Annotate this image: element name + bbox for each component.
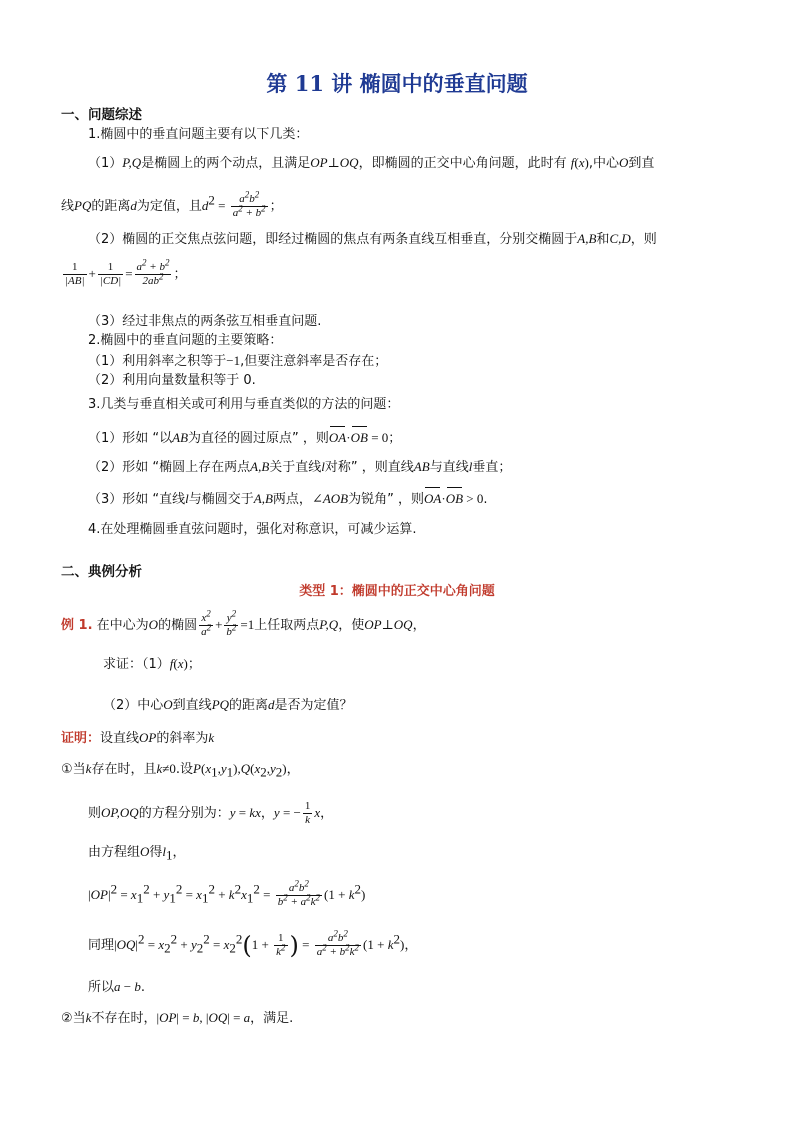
example-1-statement: 例 1. 在中心为O的椭圆 $\frac{x^2}{a^2}$ + $\frac{y^2}{b^2}$ =1上任取两点P,Q，使OP⊥OQ， xyxy=(61,608,426,638)
section-heading-examples: 二、典例分析 xyxy=(61,564,142,580)
case-1-line: （1）P,Q是椭圆上的两个动点，且满足OP⊥OQ，即椭圆的正交中心角问题，此时有 f(x),中心O到直 xyxy=(88,155,655,171)
proof-op-squared: $|OP|^2 = x_1^2 + y_1^2 = x_1^2 + k^2x_1^2$ = $\frac{a^2b^2}{b^2 + a^2k^2}$ $(1 + k^2)$ xyxy=(88,878,366,908)
overview-item-2: 2.椭圆中的垂直问题的主要策略： xyxy=(88,333,283,348)
form-2: （2）形如 “椭圆上存在两点A,B关于直线l对称” ，则直线AB与直线l垂直； xyxy=(88,459,512,475)
proof-system: 由方程组O得$l_1$， xyxy=(88,844,186,863)
proof-intro: 证明：设直线OP的斜率为k xyxy=(61,730,215,746)
section-heading-overview: 一、问题综述 xyxy=(61,107,142,123)
case-2-formula: $\frac{1}{|AB|}$ + $\frac{1}{|CD|}$ = $\frac{a^2 + b^2}{2ab^2}$ ； xyxy=(65,257,187,287)
example-question-1: 求证：（1）f(x)； xyxy=(103,656,201,672)
case-3-line: （3）经过非焦点的两条弦互相垂直问题. xyxy=(88,314,322,329)
overview-item-1: 1.椭圆中的垂直问题主要有以下几类： xyxy=(88,127,309,142)
form-3: （3）形如 “直线l与椭圆交于A,B两点，∠AOB为锐角” ，则OA·OB > 0. xyxy=(88,491,488,507)
case-2-line: （2）椭圆的正交焦点弦问题，即经过椭圆的焦点有两条直线互相垂直，分别交椭圆于A,B和C,D，则 xyxy=(88,231,657,247)
proof-oq-squared: 同理$|OQ|^2 = x_2^2 + y_2^2 = x_2^2(1$ + $\frac{1}{k^2}$ ) = $\frac{a^2b^2}{a^2 + b^2k^2}$ $(1 + k^2)$， xyxy=(88,928,418,960)
strategy-1: （1）利用斜率之积等于−1,但要注意斜率是否存在； xyxy=(88,353,388,369)
case-1-continued: 线PQ的距离d为定值，且$d^2$ = $\frac{a^2b^2}{a^2 + b^2}$ ； xyxy=(61,189,283,219)
overview-item-3: 3.几类与垂直相关或可利用与垂直类似的方法的问题： xyxy=(88,397,400,412)
overview-item-4: 4.在处理椭圆垂直弦问题时，强化对称意识，可减少运算. xyxy=(88,522,417,537)
fraction-d-squared: $\frac{a^2b^2}{a^2 + b^2}$ xyxy=(232,189,266,219)
form-1: （1）形如 “以AB为直径的圆过原点” ，则OA·OB = 0； xyxy=(88,430,402,446)
example-question-2: （2）中心O到直线PQ的距离d是否为定值？ xyxy=(103,697,353,713)
page-title: 第 11 讲 椭圆中的垂直问题 xyxy=(266,71,528,96)
type-1-heading: 类型 1：椭圆中的正交中心角问题 xyxy=(299,584,495,599)
proof-line-equations: 则OP,OQ的方程分别为：y = kx，y = − $\frac{1}{k}$ x， xyxy=(88,800,334,826)
proof-case-1: ①当k存在时，且k≠0.设$P(x_1,y_1),Q(x_2,y_2)$， xyxy=(61,761,300,780)
strategy-2: （2）利用向量数量积等于 0. xyxy=(88,373,256,388)
proof-conclusion: 所以a − b. xyxy=(88,979,145,995)
proof-case-2: ②当k不存在时，|OP| = b, |OQ| = a，满足. xyxy=(61,1010,294,1026)
